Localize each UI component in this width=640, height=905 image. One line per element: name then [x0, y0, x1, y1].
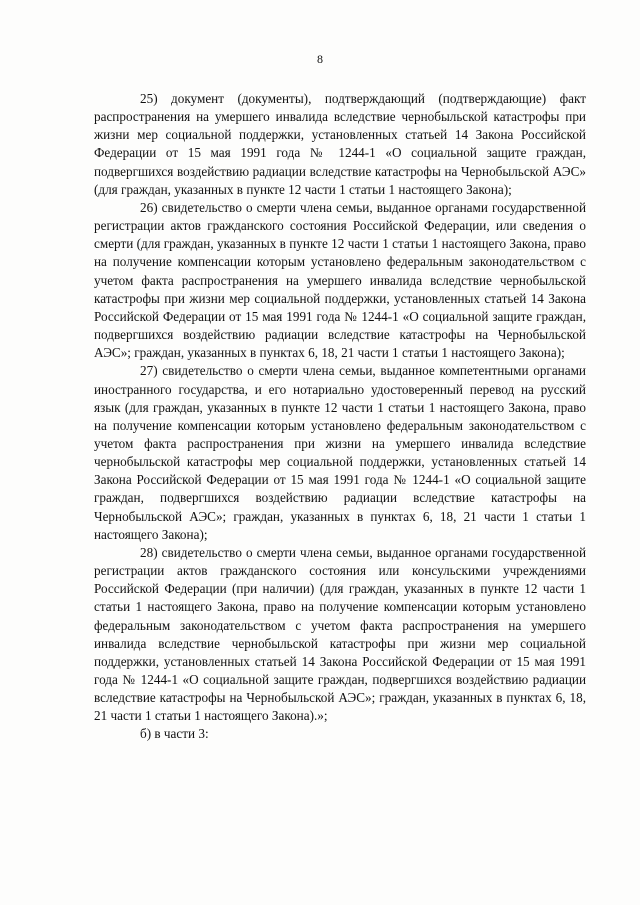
paragraph-subsection-b: б) в части 3:: [140, 726, 209, 742]
paragraph-item-28: 28) свидетельство о смерти члена семьи, выданное органами государственной регистрации актов гражданского состояния или консульскими учреждениями Российской Федерации (при наличии) (для граждан, указанных в пункте 12 части 1 статьи 1 настоящего Закона, право на получение компенсации которым установлено федеральным законодательством с учетом факта распространения на умершего инвалида вследствие чернобыльской катастрофы при жизни мер социальной поддержки, установленных статьей 14 Закона Российской Федерации от 15 мая 1991 года № 1244-1 «О социальной защите граждан, подвергшихся воздействию радиации вследствие катастрофы на Чернобыльской АЭС»; граждан, указанных в пунктах 6, 18, 21 части 1 статьи 1 настоящего Закона).»;: [94, 544, 586, 724]
paragraph-item-27: 27) свидетельство о смерти члена семьи, выданное компетентными органами иностранного государства, и его нотариально удостоверенный перевод на русский язык (для граждан, указанных в пункте 12 части 1 статьи 1 настоящего Закона, право на получение компенсации которым установлено федеральным законодательством с учетом факта распространения при жизни на умершего инвалида вследствие чернобыльской катастрофы мер социальной поддержки, установленных статьей 14 Закона Российской Федерации от 15 мая 1991 года № 1244-1 «О социальной защите граждан, подвергшихся воздействию радиации вследствие катастрофы на Чернобыльской АЭС»; граждан, указанных в пунктах 6, 18, 21 части 1 статьи 1 настоящего Закона);: [94, 363, 586, 542]
page-number: 8: [317, 52, 323, 66]
paragraph-item-25: 25) документ (документы), подтверждающий (подтверждающие) факт распространения на умершего инвалида вследствие чернобыльской катастрофы при жизни мер социальной поддержки, установленных статьей 14 Закона Российской Федерации от 15 мая 1991 года № 1244-1 «О социальной защите граждан, подвергшихся воздействию радиации вследствие катастрофы на Чернобыльской АЭС» (для граждан, указанных в пункте 12 части 1 статьи 1 настоящего Закона);: [94, 91, 586, 197]
document-body: [94, 90, 586, 744]
paragraph-item-26: 26) свидетельство о смерти члена семьи, выданное органами государственной регистрации актов гражданского состояния Российской Федерации, или сведения о смерти (для граждан, указанных в пункте 12 части 1 статьи 1 настоящего Закона, право на получение компенсации которым установлено федеральным законодательством с учетом факта распространения на умершего инвалида вследствие чернобыльской катастрофы при жизни мер социальной поддержки, установленных статьей 14 Закона Российской Федерации от 15 мая 1991 года № 1244-1 «О социальной защите граждан, подвергшихся воздействию радиации вследствие катастрофы на Чернобыльской АЭС»; граждан, указанных в пунктах 6, 18, 21 части 1 статьи 1 настоящего Закона);: [94, 199, 586, 361]
